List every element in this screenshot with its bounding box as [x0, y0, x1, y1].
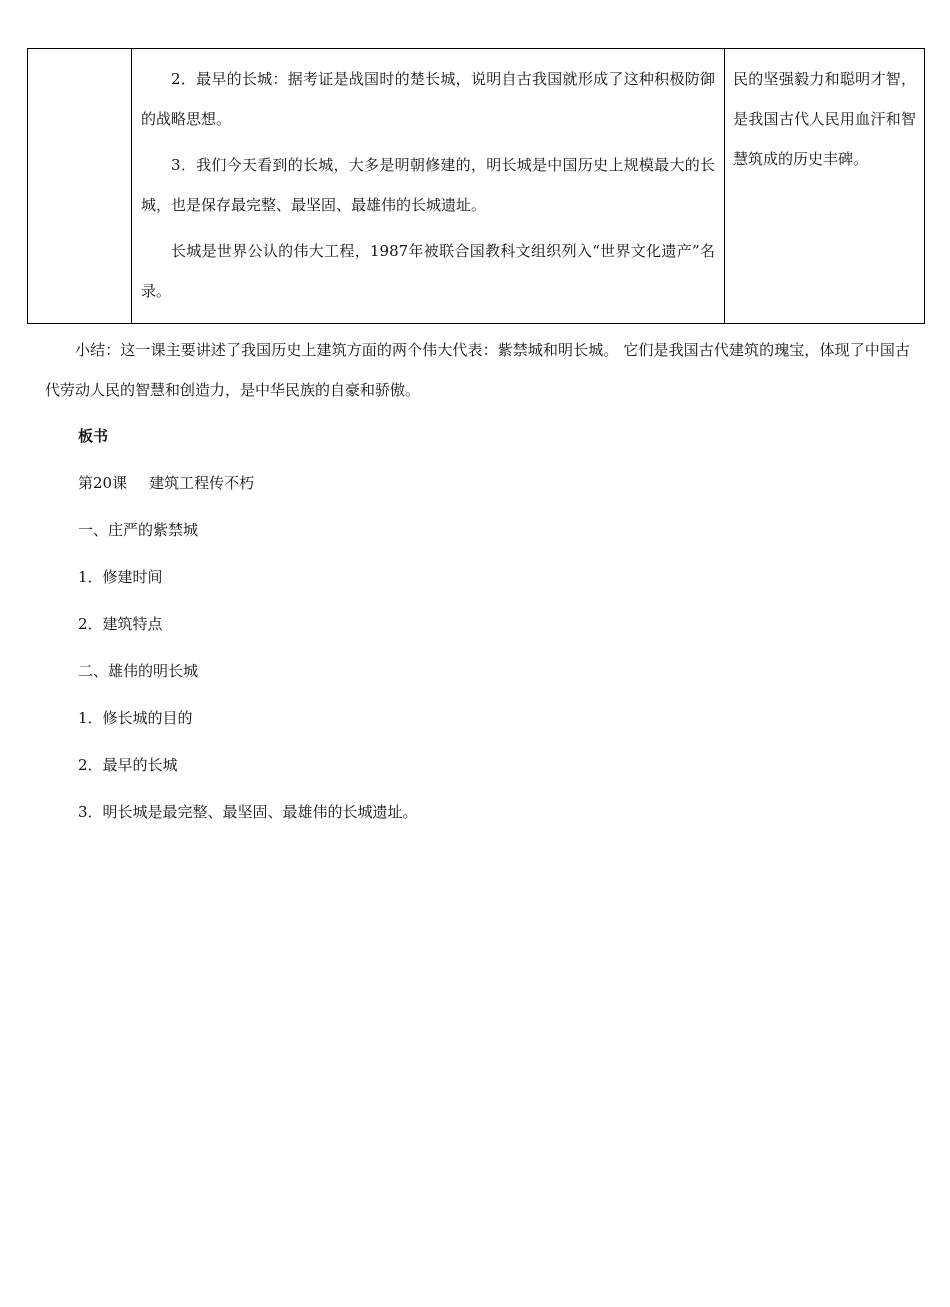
lesson-summary: 小结：这一课主要讲述了我国历史上建筑方面的两个伟大代表：紫禁城和明长城。 它们是我国古代建筑的瑰宝，体现了中国古代劳动人民的智慧和创造力，是中华民族的自豪和骄傲。 — [45, 341, 910, 399]
lesson-number: 第20课 — [78, 474, 128, 492]
outline-item: 3．明长城是最完整、最坚固、最雄伟的长城遗址。 — [78, 803, 418, 821]
board-lesson-title-line — [78, 467, 418, 514]
outline-item: 2．建筑特点 — [78, 615, 163, 633]
table-row — [28, 49, 925, 324]
outline-item: 1．修长城的目的 — [78, 709, 193, 727]
side-note-cell — [725, 49, 925, 324]
paragraph-world-heritage: 长城是世界公认的伟大工程，1987年被联合国教科文组织列入“世界文化遗产”名录。 — [141, 242, 715, 300]
board-outline — [78, 420, 418, 843]
outline-item: 1．修建时间 — [78, 568, 163, 586]
lesson-title: 建筑工程传不朽 — [149, 474, 255, 492]
board-heading: 板书 — [78, 427, 109, 445]
outline-section-forbidden-city: 一、庄严的紫禁城 — [78, 521, 199, 539]
empty-cell — [28, 49, 132, 324]
paragraph-earliest-wall: 2．最早的长城：据考证是战国时的楚长城，说明自古我国就形成了这种积极防御的战略思想。 — [141, 70, 715, 128]
side-note-text: 民的坚强毅力和聪明才智，是我国古代人民用血汗和智慧筑成的历史丰碑。 — [733, 70, 916, 168]
lesson-table — [27, 48, 925, 324]
outline-section-great-wall: 二、雄伟的明长城 — [78, 662, 199, 680]
outline-item: 2．最早的长城 — [78, 756, 178, 774]
paragraph-ming-wall: 3．我们今天看到的长城，大多是明朝修建的，明长城是中国历史上规模最大的长城，也是保存最完整、最坚固、最雄伟的长城遗址。 — [141, 156, 715, 214]
main-content-cell — [132, 49, 725, 324]
